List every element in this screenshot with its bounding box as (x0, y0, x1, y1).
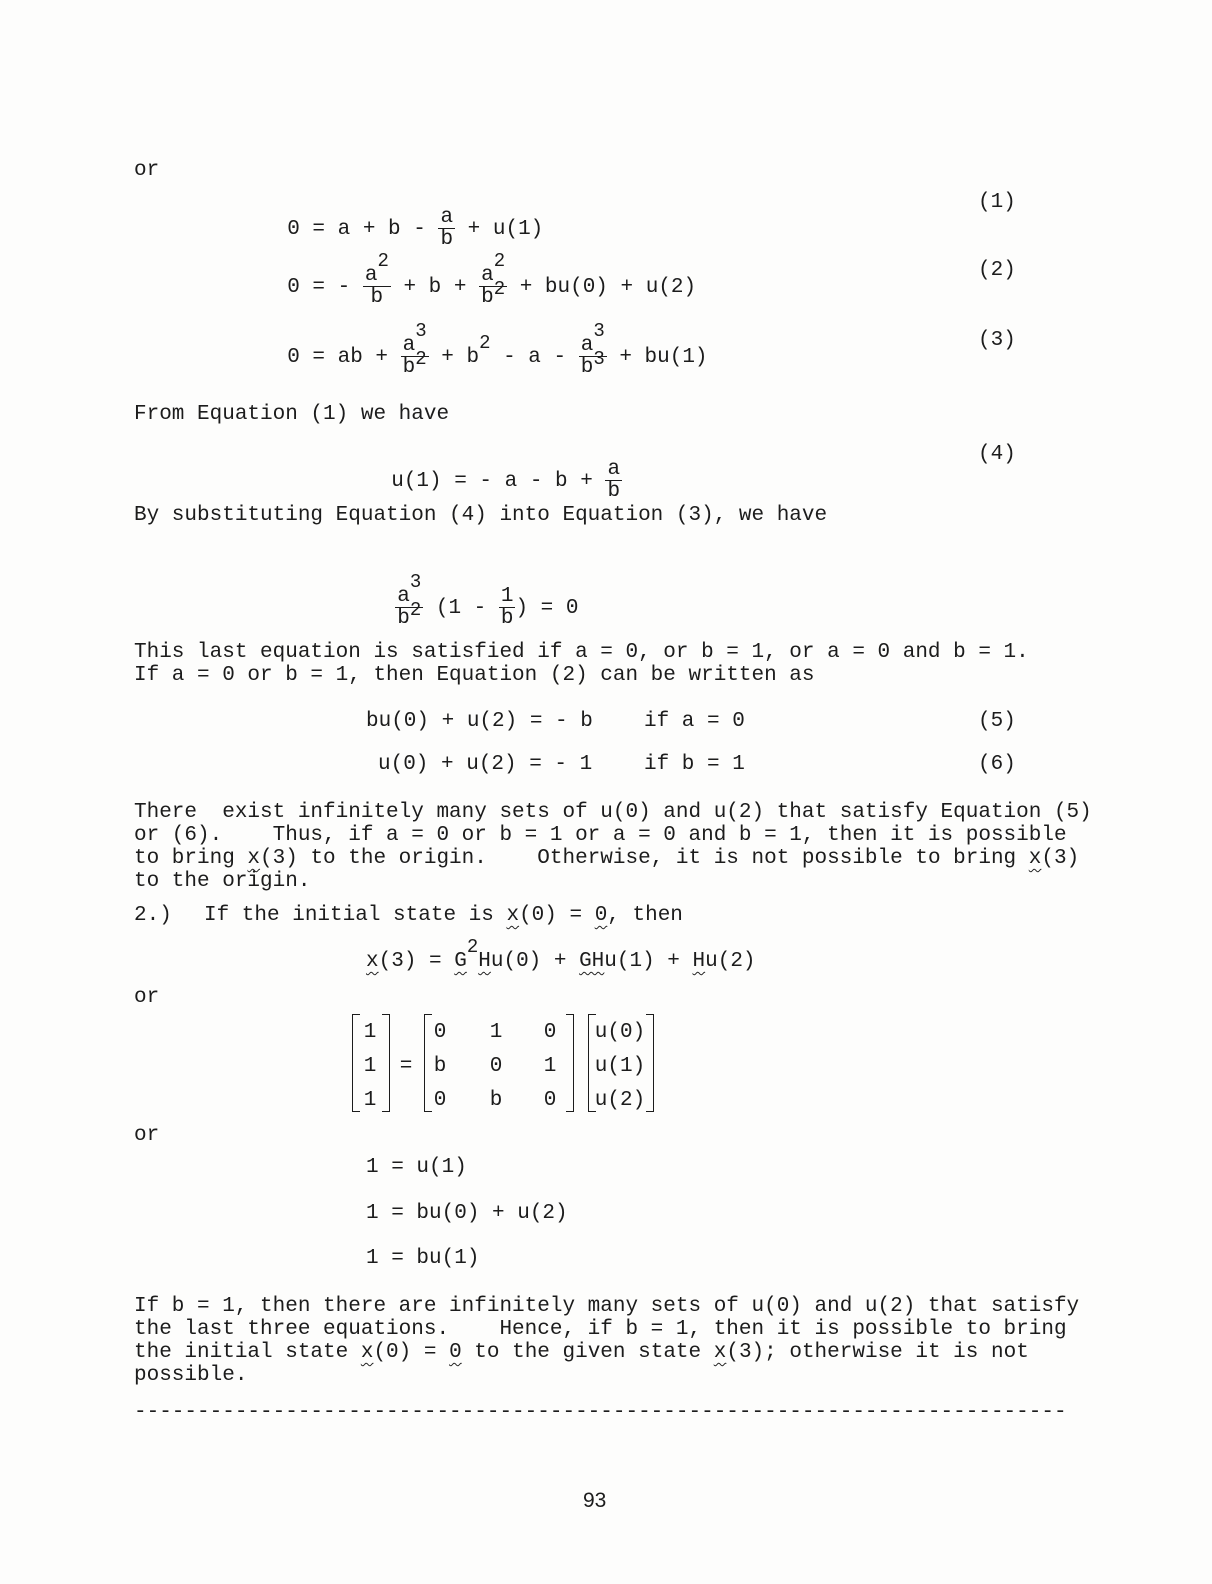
numerator-base: a (364, 264, 378, 287)
equation-4-lhs: u(1) = - a - b + (391, 470, 606, 494)
paragraph-text: (3) (1041, 847, 1080, 870)
equation-2-rhs: + bu(0) + u(2) (507, 276, 697, 300)
equation-3-exponent: 2 (479, 332, 491, 355)
equation-combined (370, 565, 578, 629)
lhs-entry: 1 (363, 1021, 377, 1044)
equation-4-number: (4) (978, 443, 1016, 466)
equation-text: (3) = (378, 950, 455, 973)
exponent: 2 (466, 936, 479, 958)
matrix-H: H (478, 950, 491, 973)
denominator-exponent: 2 (409, 599, 422, 621)
fraction-numerator (363, 250, 391, 287)
fraction-denominator (479, 278, 507, 309)
matrix-entry: 0 (433, 1089, 447, 1112)
equation-3 (262, 314, 708, 378)
matrix-G: G (454, 950, 467, 973)
equation-3-fraction-1 (401, 320, 429, 379)
denominator-exponent: 2 (415, 348, 427, 370)
vector-x: x (713, 1341, 727, 1364)
connector-or-2: or (134, 986, 160, 1009)
paragraph-infinitely-many (134, 801, 1092, 893)
equation-5-number: (5) (978, 710, 1016, 733)
lhs-entry: 1 (363, 1055, 377, 1078)
equation-1 (262, 186, 543, 250)
equation-3-middle-2: - a - (490, 346, 579, 370)
combined-rhs: ) = 0 (515, 597, 579, 621)
vector-x: x (360, 1341, 374, 1364)
equation-2-fraction-2 (479, 250, 507, 309)
vector-x: x (1028, 847, 1042, 870)
fraction-denominator: b (607, 480, 621, 503)
equation-3-middle-1: + b (428, 346, 480, 370)
equation-text: u(1) + (604, 950, 693, 973)
equation-6: u(0) + u(2) = - 1 (378, 753, 593, 776)
equation-2-lhs: 0 = - (287, 276, 363, 300)
paragraph-text: to the given state (461, 1341, 714, 1364)
statement-text: If the initial state is (204, 904, 507, 927)
matrix-entry: 0 (433, 1021, 447, 1044)
bracket-right (566, 1014, 574, 1112)
equation-2-fraction-1 (363, 250, 391, 309)
paragraph-line: This last equation is satisfied if a = 0, or b = 1, or a = 0 and b = 1. (134, 641, 1029, 664)
fraction-denominator: b (440, 228, 454, 251)
paragraph-line: or (6). Thus, if a = 0 or b = 1 or a = 0 and b = 1, then it is possible (134, 824, 1067, 847)
denominator-base: b (481, 286, 494, 309)
equation-2-middle: + b + (390, 276, 480, 300)
equation-5: bu(0) + u(2) = - b (366, 710, 593, 733)
connector-or-1: or (134, 159, 160, 182)
page-number: 93 (583, 1489, 607, 1512)
system-equation-2: 1 = bu(0) + u(2) (366, 1202, 568, 1225)
vector-x: x (247, 847, 261, 870)
combined-fraction-1 (395, 571, 423, 630)
equation-6-condition: if b = 1 (644, 753, 745, 776)
paragraph-line: If b = 1, then there are infinitely many sets of u(0) and u(2) that satisfy (134, 1295, 1080, 1318)
bracket-right (382, 1014, 390, 1112)
numerator-base: a (397, 585, 410, 608)
system-equation-1: 1 = u(1) (366, 1156, 467, 1179)
equation-1-lhs: 0 = a + b - (287, 218, 439, 242)
equation-text: u(0) + (490, 950, 580, 973)
fraction-denominator (401, 348, 429, 379)
zero-vector: 0 (594, 904, 608, 927)
denominator-exponent: 2 (493, 278, 506, 300)
combined-fraction-2 (499, 586, 516, 629)
text-from-equation-1: From Equation (1) we have (134, 403, 450, 426)
numerator-exponent: 3 (409, 571, 422, 593)
equation-5-condition: if a = 0 (644, 710, 745, 733)
equation-2 (262, 244, 696, 308)
fraction-denominator (395, 599, 423, 630)
denominator-base: b (580, 356, 594, 379)
equation-3-lhs: 0 = ab + (287, 346, 401, 370)
fraction-numerator: a (607, 458, 621, 481)
fraction-numerator: 1 (500, 585, 514, 608)
matrix-entry: b (433, 1055, 447, 1078)
numerator-exponent: 2 (493, 250, 506, 272)
matrix-GH: GH (579, 950, 605, 973)
paragraph-text: (0) = (373, 1341, 450, 1364)
dashed-separator: -------------------------------------------------------------------------- (134, 1401, 1067, 1424)
paragraph-line: If a = 0 or b = 1, then Equation (2) can be written as (134, 664, 815, 687)
paragraph-text: the initial state (134, 1341, 361, 1364)
fraction-denominator: b (363, 286, 391, 308)
paragraph-line: There exist infinitely many sets of u(0) and u(2) that satisfy Equation (5) (134, 801, 1092, 824)
text-substituting: By substituting Equation (4) into Equation (3), we have (134, 504, 828, 527)
matrix-entry: 0 (543, 1089, 557, 1112)
u-entry: u(2) (594, 1089, 646, 1112)
vector-x: x (366, 950, 379, 973)
paragraph-satisfied (134, 641, 1034, 687)
denominator-exponent: 3 (593, 348, 605, 370)
paragraph-text: to bring (134, 847, 248, 870)
zero-vector: 0 (449, 1341, 462, 1364)
matrix-equation (352, 1014, 662, 1114)
vector-x: x (506, 904, 520, 927)
equation-3-fraction-2 (579, 320, 607, 379)
denominator-base: b (402, 356, 416, 379)
equation-2-number: (2) (978, 259, 1016, 282)
paragraph-conclusion (134, 1295, 1080, 1387)
matrix-entry: 1 (489, 1021, 503, 1044)
matrix-entry: 1 (543, 1055, 557, 1078)
u-entry: u(0) (594, 1021, 646, 1044)
equation-1-rhs: + u(1) (455, 218, 544, 242)
numerator-base: a (402, 334, 416, 357)
paragraph-line: possible. (134, 1364, 248, 1387)
lhs-entry: 1 (363, 1089, 377, 1112)
matrix-H: H (692, 950, 706, 973)
equation-6-number: (6) (978, 753, 1016, 776)
equation-4 (366, 438, 622, 502)
matrix-entry: 0 (543, 1021, 557, 1044)
paragraph-line: to the origin. (134, 870, 311, 893)
denominator-base: b (397, 607, 410, 630)
connector-or-3: or (134, 1124, 160, 1147)
fraction-numerator: a (440, 206, 454, 229)
statement-text: , then (607, 904, 683, 927)
matrix-entry: 0 (489, 1055, 503, 1078)
statement-text: (0) = (519, 904, 595, 927)
numerator-base: a (580, 334, 594, 357)
bracket-right (646, 1014, 654, 1112)
part-2-label: 2.) (134, 904, 172, 927)
equation-3-rhs: + bu(1) (606, 346, 708, 370)
equation-3-number: (3) (978, 329, 1016, 352)
paragraph-line: the last three equations. Hence, if b = 1, then it is possible to bring (134, 1318, 1067, 1341)
equals-sign: = (399, 1055, 413, 1078)
equation-1-number: (1) (978, 191, 1016, 214)
system-equation-3: 1 = bu(1) (366, 1247, 480, 1270)
equation-text: u(2) (705, 950, 756, 973)
matrix-entry: b (489, 1089, 503, 1112)
u-entry: u(1) (594, 1055, 646, 1078)
fraction-denominator: b (500, 607, 514, 630)
numerator-exponent: 3 (415, 320, 427, 342)
numerator-exponent: 2 (377, 250, 389, 272)
numerator-base: a (481, 264, 494, 287)
part-2-statement (204, 905, 683, 926)
equation-x3 (366, 936, 756, 973)
paragraph-text: (3) to the origin. Otherwise, it is not possible to bring (260, 847, 1029, 870)
numerator-exponent: 3 (593, 320, 605, 342)
fraction-denominator (579, 348, 607, 379)
combined-middle: (1 - (423, 597, 499, 621)
paragraph-text: (3); otherwise it is not (726, 1341, 1029, 1364)
equation-4-fraction (605, 459, 622, 502)
